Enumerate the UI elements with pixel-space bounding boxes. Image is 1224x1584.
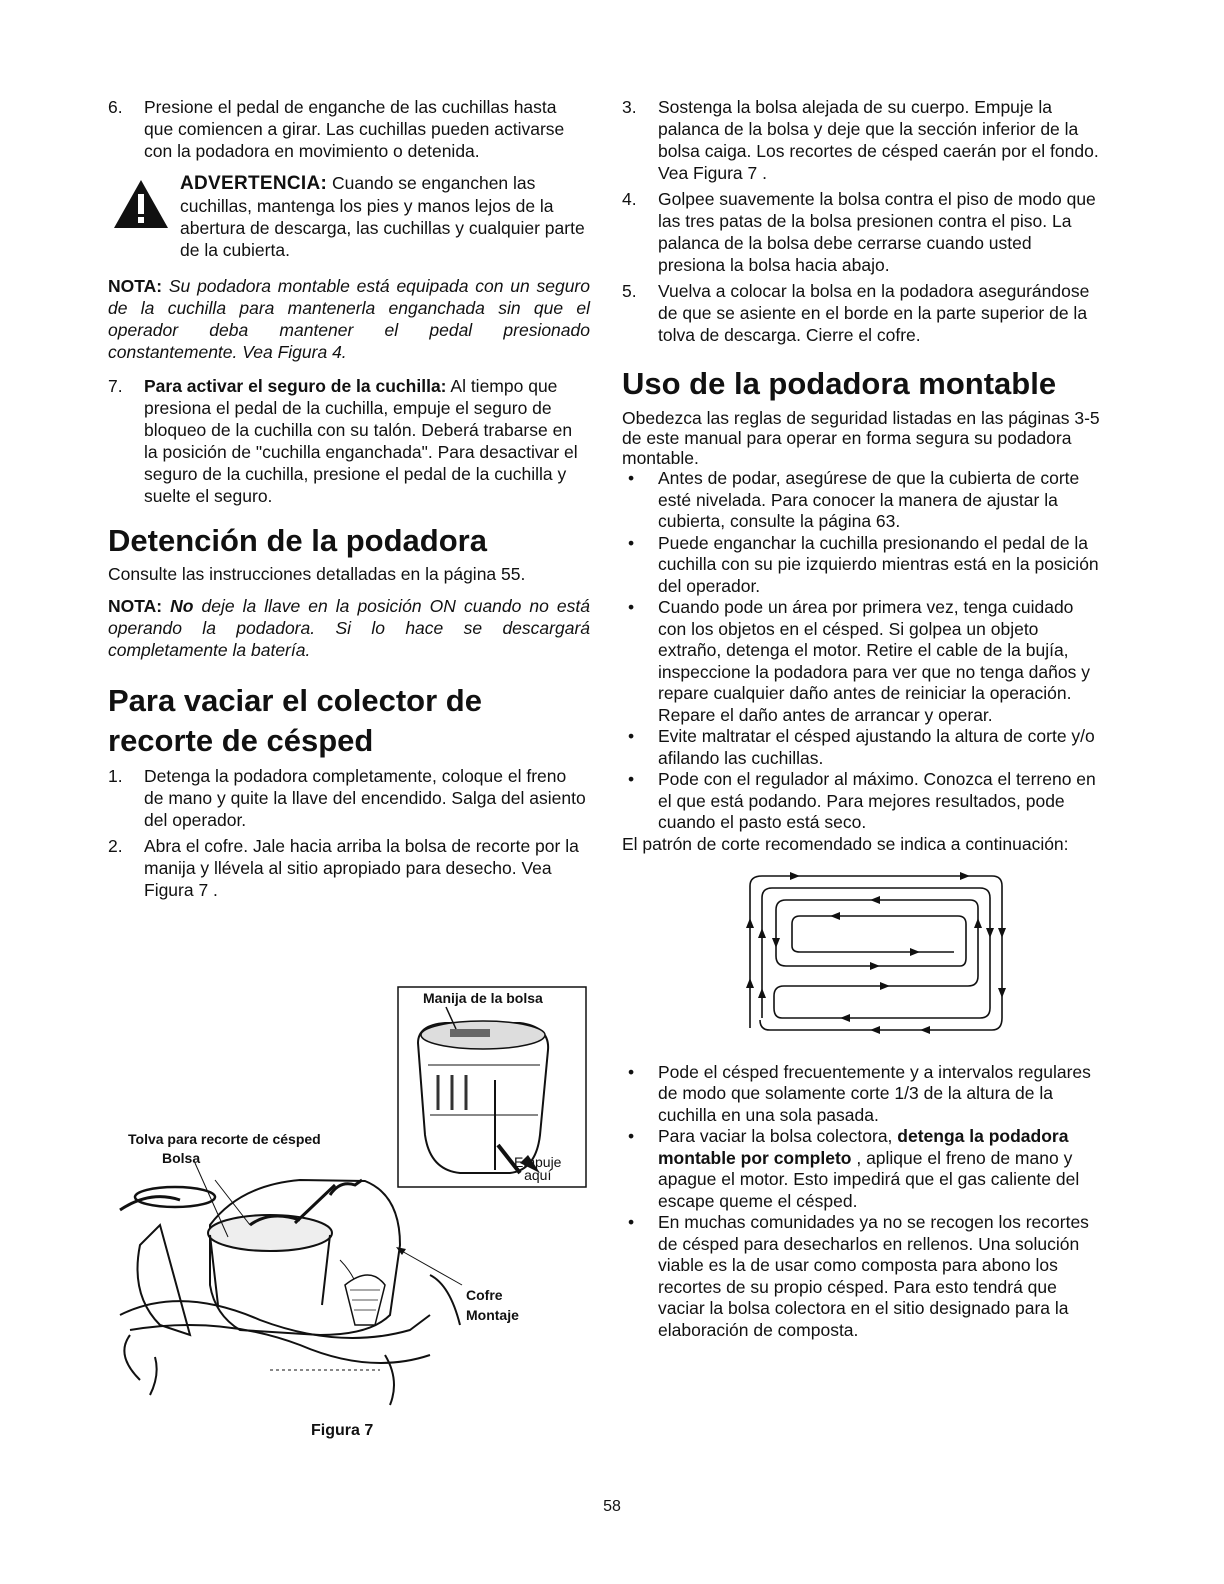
step-number: 5. xyxy=(622,281,637,301)
bullet-dot: • xyxy=(628,1212,635,1232)
right-column xyxy=(622,96,1102,1341)
step-5 xyxy=(622,280,1102,346)
list-item xyxy=(622,533,1102,598)
list-item xyxy=(622,1062,1102,1127)
bullet-dot: • xyxy=(628,1061,635,1082)
page-number: 58 xyxy=(603,1498,621,1515)
note-label: NOTA: xyxy=(108,596,163,616)
bullet-list-1 xyxy=(622,468,1102,834)
push-line-1: Empuje xyxy=(514,1154,562,1170)
step-text: Presione el pedal de enganche de las cuchillas hasta que comiencen a girar. Las cuchillas pueden activarse con la podadora en movimiento o detenida. xyxy=(144,97,565,161)
bullet-dot: • xyxy=(628,726,635,746)
step-1 xyxy=(108,765,590,831)
step-number: 4. xyxy=(622,189,637,209)
step-bold-lead: Para activar el seguro de la cuchilla: xyxy=(144,376,447,396)
step-7 xyxy=(108,375,590,507)
list-item-text: , aplique el freno de mano y apague el motor. Esto impedirá que el gas caliente del escape queme el césped. xyxy=(658,1147,1080,1211)
warning-box xyxy=(108,172,590,261)
step-text: Golpee suavemente la bolsa contra el piso de modo que las tres patas de la bolsa presionen contra el piso. La palanca de la bolsa debe cerrarse cuando usted presiona la bolsa hacia abajo. xyxy=(658,189,1096,275)
step-text: Al tiempo que presiona el pedal de la cuchilla, empuje el seguro de bloqueo de la cuchilla con su talón. Deberá trabarse en la posición de "cuchilla enganchada". Para desactivar el seguro de la cuchilla, presione el pedal de la cuchilla y suelte el seguro. xyxy=(144,376,578,506)
bullet-list-2 xyxy=(622,1062,1102,1342)
pattern-intro: El patrón de corte recomendado se indica a continuación: xyxy=(622,833,1069,854)
note-text: Su podadora montable está equipada con un seguro de la cuchilla para mantenerla enganchada sin que el operador deba mantener el pedal presionado constantemente. Vea Figura 4. xyxy=(108,276,590,362)
list-item-text: Pode con el regulador al máximo. Conozca el terreno en el que está podando. Para mejores resultados, pode cuando el pasto está seco. xyxy=(658,769,1096,832)
warning-text: Cuando se enganchen las cuchillas, mantenga los pies y manos lejos de la abertura de descarga, las cuchillas y cualquier parte de la cubierta. xyxy=(180,173,585,260)
list-item-text: Puede enganchar la cuchilla presionando el pedal de la cuchilla con su pie izquierdo mientras está en la posición del operador. xyxy=(658,532,1099,596)
list-item xyxy=(622,1212,1102,1341)
cutting-pattern-diagram xyxy=(730,868,1020,1048)
note-2 xyxy=(108,595,590,661)
heading-line-2: recorte de césped xyxy=(108,723,374,758)
label-mount: Montaje xyxy=(466,1307,519,1323)
section-text: Consulte las instrucciones detalladas en la página 55. xyxy=(108,564,526,584)
step-6 xyxy=(108,96,590,162)
left-column xyxy=(108,96,590,905)
push-line-2: aquí xyxy=(524,1167,552,1183)
label-bag: Bolsa xyxy=(162,1150,201,1166)
section-heading-empty xyxy=(108,681,590,761)
label-push-here xyxy=(514,1156,561,1182)
step-number: 1. xyxy=(108,766,123,786)
bullet-dot: • xyxy=(628,769,635,789)
section-heading-use: Uso de la podadora montable xyxy=(622,366,1057,401)
heading-line-1: Para vaciar el colector de xyxy=(108,683,482,718)
list-item xyxy=(622,1126,1102,1212)
list-item-text: Pode el césped frecuentemente y a intervalos regulares de modo que solamente corte 1/3 de la altura de la cuchilla en una sola pasada. xyxy=(658,1061,1091,1125)
list-item xyxy=(622,726,1102,769)
warning-title: ADVERTENCIA: xyxy=(180,173,328,194)
section-heading-stop: Detención de la podadora xyxy=(108,523,487,558)
warning-triangle-icon xyxy=(112,178,170,230)
mower-bag-illustration xyxy=(100,985,590,1425)
label-bag-handle: Manija de la bolsa xyxy=(423,990,543,1006)
list-item-text: Para vaciar la bolsa colectora, xyxy=(658,1126,898,1146)
note-text: deje la llave en la posición ON cuando no está operando la podadora. Si lo hace se descargará completamente la batería. xyxy=(108,596,590,660)
list-item-text: Evite maltratar el césped ajustando la altura de corte y/o afilando las cuchillas. xyxy=(658,726,1095,768)
list-item-bold: detenga la podadora montable por completo xyxy=(658,1126,1069,1168)
step-number: 7. xyxy=(108,376,123,396)
step-text: Abra el cofre. Jale hacia arriba la bolsa de recorte por la manija y llévela al sitio apropiado para desecho. Vea Figura 7 . xyxy=(144,836,579,900)
note-emphasis: No xyxy=(162,596,194,616)
label-hood: Cofre xyxy=(466,1287,503,1303)
step-number: 6. xyxy=(108,97,123,117)
list-item xyxy=(622,597,1102,726)
step-2 xyxy=(108,835,590,901)
step-number: 2. xyxy=(108,836,123,856)
list-item-text: Antes de podar, asegúrese de que la cubierta de corte esté nivelada. Para conocer la manera de ajustar la cubierta, consulte la página 63. xyxy=(658,468,1080,531)
step-number: 3. xyxy=(622,97,637,117)
note-label: NOTA: xyxy=(108,276,163,296)
list-item-text: En muchas comunidades ya no se recogen los recortes de césped para desecharlos en rellenos. Una solución viable es la de usar como composta para abono los recortes de su propio césped. Para esto tendrá que vaciar la bolsa colectora en el sitio designado para la elaboración de composta. xyxy=(658,1212,1089,1340)
list-item xyxy=(622,769,1102,834)
list-item-text: Cuando pode un área por primera vez, tenga cuidado con los objetos en el césped. Si golpea un objeto extraño, detenga el motor. Retire el cable de la bujía, inspeccione la podadora para ver que no tenga daños y repare cualquier daño antes de reiniciar la operación. Repare el daño antes de arrancar y operar. xyxy=(658,597,1090,725)
section-intro: Obedezca las reglas de seguridad listadas en las páginas 3-5 de este manual para operar en forma segura su podadora montable. xyxy=(622,408,1100,468)
list-item xyxy=(622,468,1102,533)
step-3 xyxy=(622,96,1102,184)
label-chute: Tolva para recorte de césped xyxy=(128,1131,321,1147)
bullet-dot: • xyxy=(628,597,635,617)
step-text: Sostenga la bolsa alejada de su cuerpo. Empuje la palanca de la bolsa y deje que la sección inferior de la bolsa caiga. Los recortes de césped caerán por el fondo. Vea Figura 7 . xyxy=(658,97,1099,183)
bullet-dot: • xyxy=(628,532,635,553)
bullet-dot: • xyxy=(628,1126,635,1146)
step-text: Detenga la podadora completamente, coloque el freno de mano y quite la llave del encendido. Salga del asiento del operador. xyxy=(144,766,586,830)
step-text: Vuelva a colocar la bolsa en la podadora asegurándose de que se asiente en el borde en la parte superior de la tolva de descarga. Cierre el cofre. xyxy=(658,281,1090,345)
note-1 xyxy=(108,275,590,363)
figure-caption: Figura 7 xyxy=(311,1422,374,1439)
bullet-dot: • xyxy=(628,468,635,488)
step-4 xyxy=(622,188,1102,276)
